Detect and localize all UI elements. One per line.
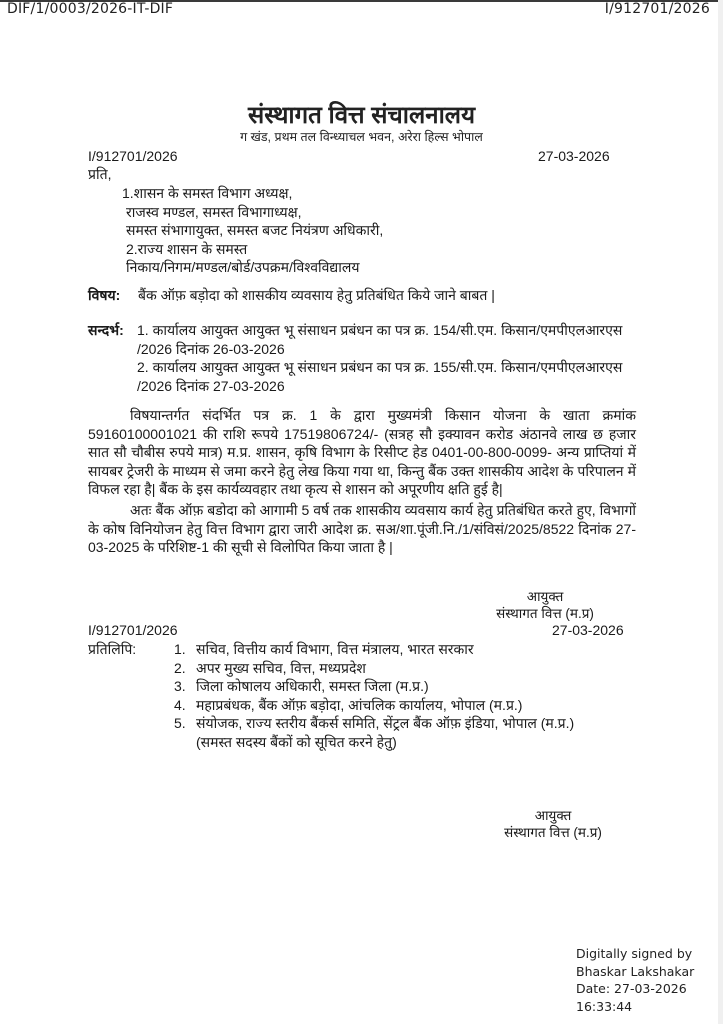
copy-list-item: 3. जिला कोषालय अधिकारी, समस्त जिला (म.प्र.): [174, 678, 429, 694]
letter-ref-no: I/912701/2026: [88, 148, 178, 164]
digital-signature-label: Digitally signed by: [576, 946, 693, 961]
signature-date: Date: 27-03-2026: [576, 981, 687, 996]
file-reference: DIF/1/0003/2026-IT-DIF: [7, 1, 174, 17]
signatory-office: संस्थागत वित्त (म.प्र): [496, 606, 594, 621]
digital-signature-stamp: [576, 945, 694, 1015]
references-block: [137, 321, 637, 395]
signatory-block-2: [478, 807, 628, 841]
body-paragraph-1: विषयान्तर्गत संदर्भित पत्र क्र. 1 के द्वारा मुख्यमंत्री किसान योजना के खाता क्रमांक 59160100001021 की राशि रूपये 17519806724/- (सत्रह सौ इक्यावन करोड अंठानवे लाख छ हजार सात सौ चौबीस रुपये मात्र) म.प्र. शासन, कृषि विभाग के रिसीप्ट हेड 0401-00-800-0099- अन्य प्राप्तियां में सायबर ट्रेजरी के माध्यम से जमा करने हेतु लेख किया गया था, किन्तु बैंक उक्त शासकीय आदेश के परिपालन में विफल रहा है| बैंक के इस कार्यव्यवहार तथा कृत्य से शासन को अपूरणीय क्षति हुई है|: [88, 407, 636, 497]
signatory-office: संस्थागत वित्त (म.प्र): [504, 825, 602, 840]
subject-text: बैंक ऑफ़ बड़ोदा को शासकीय व्यवसाय हेतु प्रतिबंधित किये जाने बाबत |: [138, 287, 495, 303]
body-paragraph-2: अतः बैंक ऑफ़ बडोदा को आगामी 5 वर्ष तक शासकीय व्यवसाय कार्य हेतु प्रतिबंधित करते हुए, विभागों के कोष विनियोजन हेतु वित्त विभाग द्वारा जारी आदेश क्र. सअ/शा.पूंजी.नि./1/संविसं/2025/8522 दिनांक 27-03-2025 के परिशिष्ट-1 की सूची से विलोपित किया जाता है |: [88, 502, 636, 555]
signatory-designation: आयुक्त: [526, 589, 564, 604]
reference-item: 1. कार्यालय आयुक्त आयुक्त भू संसाधन प्रबंधन का पत्र क्र. 154/सी.एम. किसान/एमपीएलआरएस /2026 दिनांक 26-03-2026: [137, 322, 623, 357]
recipients-block: [122, 184, 383, 277]
reference-label: सन्दर्भ:: [88, 322, 124, 338]
recipient-line: 1.शासन के समस्त विभाग अध्यक्ष,: [122, 185, 293, 201]
copy-note: (समस्त सदस्य बैंकों को सूचित करने हेतु): [196, 733, 397, 750]
office-address: ग खंड, प्रथम तल विन्ध्याचल भवन, अरेरा हिल्स भोपाल: [240, 130, 483, 144]
signatory-designation: आयुक्त: [534, 808, 572, 823]
copy-list-item: 4. महाप्रबंधक, बैंक ऑफ़ बड़ोदा, आंचलिक कार्यालय, भोपाल (म.प्र.): [174, 696, 523, 713]
signer-name: Bhaskar Lakshakar: [576, 963, 695, 979]
office-title: संस्थागत वित्त संचालनालय: [248, 102, 475, 129]
recipient-line: राजस्व मण्डल, समस्त विभागाध्यक्ष,: [126, 203, 302, 220]
copy-ref-no: I/912701/2026: [88, 622, 178, 638]
copy-date: 27-03-2026: [552, 622, 624, 638]
recipient-line: समस्त संभागायुक्त, समस्त बजट नियंत्रण अधिकारी,: [126, 222, 384, 238]
recipient-line: 2.राज्य शासन के समस्त: [126, 240, 248, 257]
copy-list-item: 2. अपर मुख्य सचिव, वित्त, मध्यप्रदेश: [174, 659, 366, 676]
subject-label: विषय:: [88, 287, 121, 303]
inward-reference: I/912701/2026: [604, 1, 710, 17]
copy-label: प्रतिलिपि:: [88, 641, 137, 657]
letter-date: 27-03-2026: [538, 148, 610, 164]
to-label: प्रति,: [88, 166, 112, 182]
copy-list-item: 5. संयोजक, राज्य स्तरीय बैंकर्स समिति, सेंट्रल बैंक ऑफ़ इंडिया, भोपाल (म.प्र.): [174, 715, 575, 731]
copy-list-item: 1. सचिव, वित्तीय कार्य विभाग, वित्त मंत्रालय, भारत सरकार: [174, 641, 474, 657]
signatory-block-1: [470, 588, 620, 622]
signature-time: 16:33:44: [576, 998, 633, 1014]
recipient-line: निकाय/निगम/मण्डल/बोर्ड/उपक्रम/विश्वविद्यालय: [126, 259, 360, 275]
page-edge: [718, 0, 723, 1024]
reference-item: 2. कार्यालय आयुक्त आयुक्त भू संसाधन प्रबंधन का पत्र क्र. 155/सी.एम. किसान/एमपीएलआरएस /2026 दिनांक 27-03-2026: [137, 359, 623, 394]
copy-list: [174, 640, 634, 751]
